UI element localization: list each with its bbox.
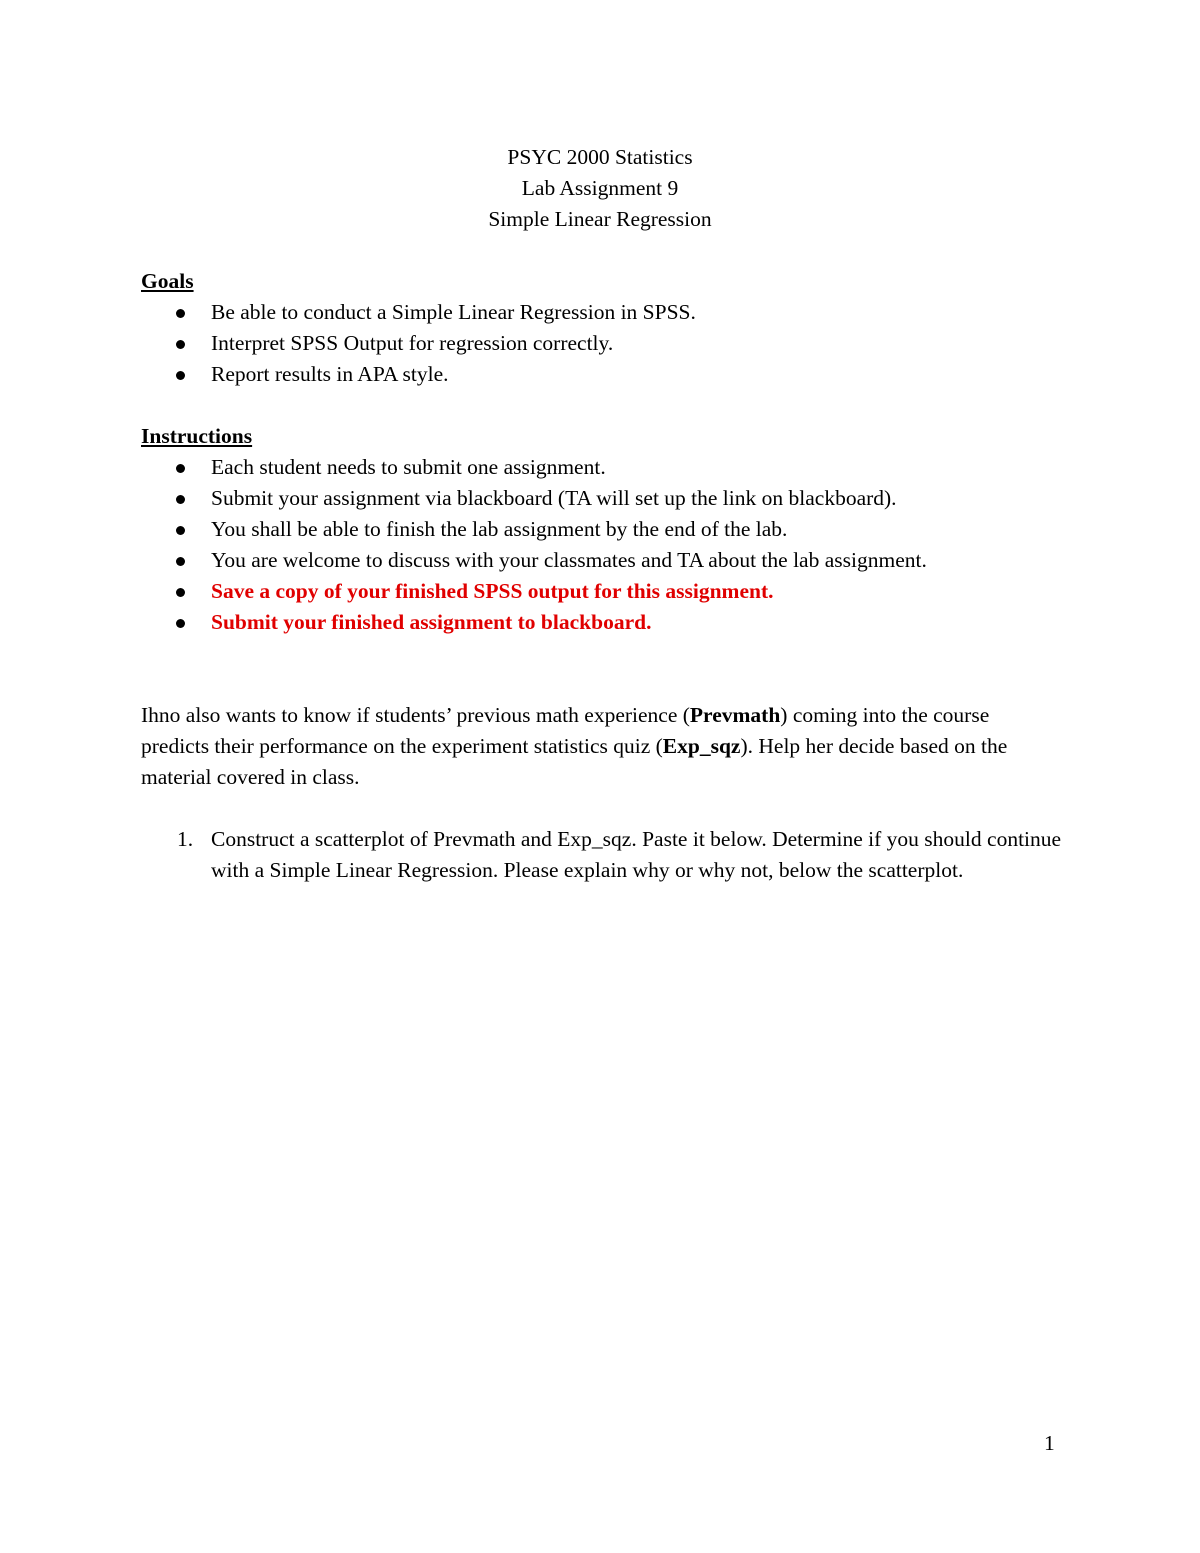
instruction-text: Each student needs to submit one assignment.	[211, 455, 606, 479]
bullet-icon	[176, 526, 185, 535]
variable-name: Prevmath	[689, 703, 781, 727]
intro-text: ) coming into the course predicts their performance on the experiment statistics quiz (	[141, 703, 990, 758]
goal-text: Report results in APA style.	[211, 362, 449, 386]
emphasized-instruction-text: Save a copy of your finished SPSS output for this assignment.	[211, 579, 774, 603]
course-title: PSYC 2000 Statistics	[507, 145, 693, 169]
list-item	[141, 514, 1101, 545]
intro-text: Ihno also wants to know if students’ previous math experience (	[141, 703, 690, 727]
list-item	[141, 452, 1101, 483]
page-number: 1	[1044, 1431, 1055, 1455]
instruction-text: You are welcome to discuss with your classmates and TA about the lab assignment.	[211, 548, 927, 572]
instructions-heading: Instructions	[141, 424, 253, 448]
bullet-icon	[176, 340, 185, 349]
bullet-icon	[176, 557, 185, 566]
instruction-text: You shall be able to finish the lab assignment by the end of the lab.	[211, 517, 788, 541]
list-item	[141, 328, 1101, 359]
list-item	[141, 545, 1101, 576]
assignment-title: Lab Assignment 9	[521, 176, 679, 200]
question-number: 1.	[177, 827, 194, 851]
list-item	[141, 359, 1101, 390]
question-item	[141, 824, 1071, 886]
bullet-icon	[176, 619, 185, 628]
goals-list	[141, 297, 1101, 390]
topic-title: Simple Linear Regression	[488, 207, 712, 231]
goal-text: Be able to conduct a Simple Linear Regression in SPSS.	[211, 300, 696, 324]
variable-name: Exp_sqz	[662, 734, 741, 758]
list-item	[141, 607, 1101, 638]
instruction-text: Submit your assignment via blackboard (TA will set up the link on blackboard).	[211, 486, 897, 510]
list-item	[141, 576, 1101, 607]
bullet-icon	[176, 371, 185, 380]
intro-paragraph	[141, 700, 1061, 793]
intro-text: ). Help her decide based on the material covered in class.	[141, 734, 1008, 789]
list-item	[141, 297, 1101, 328]
list-item	[141, 483, 1101, 514]
emphasized-instruction-text: Submit your finished assignment to blackboard.	[211, 610, 652, 634]
bullet-icon	[176, 464, 185, 473]
instructions-list	[141, 452, 1101, 638]
bullet-icon	[176, 309, 185, 318]
goal-text: Interpret SPSS Output for regression correctly.	[211, 331, 614, 355]
goals-heading: Goals	[141, 269, 194, 293]
title-block	[0, 142, 1200, 235]
bullet-icon	[176, 588, 185, 597]
question-text: Construct a scatterplot of Prevmath and Exp_sqz. Paste it below. Determine if you should continue with a Simple Linear Regression. Please explain why or why not, below the scatterplot.	[211, 827, 1062, 882]
bullet-icon	[176, 495, 185, 504]
